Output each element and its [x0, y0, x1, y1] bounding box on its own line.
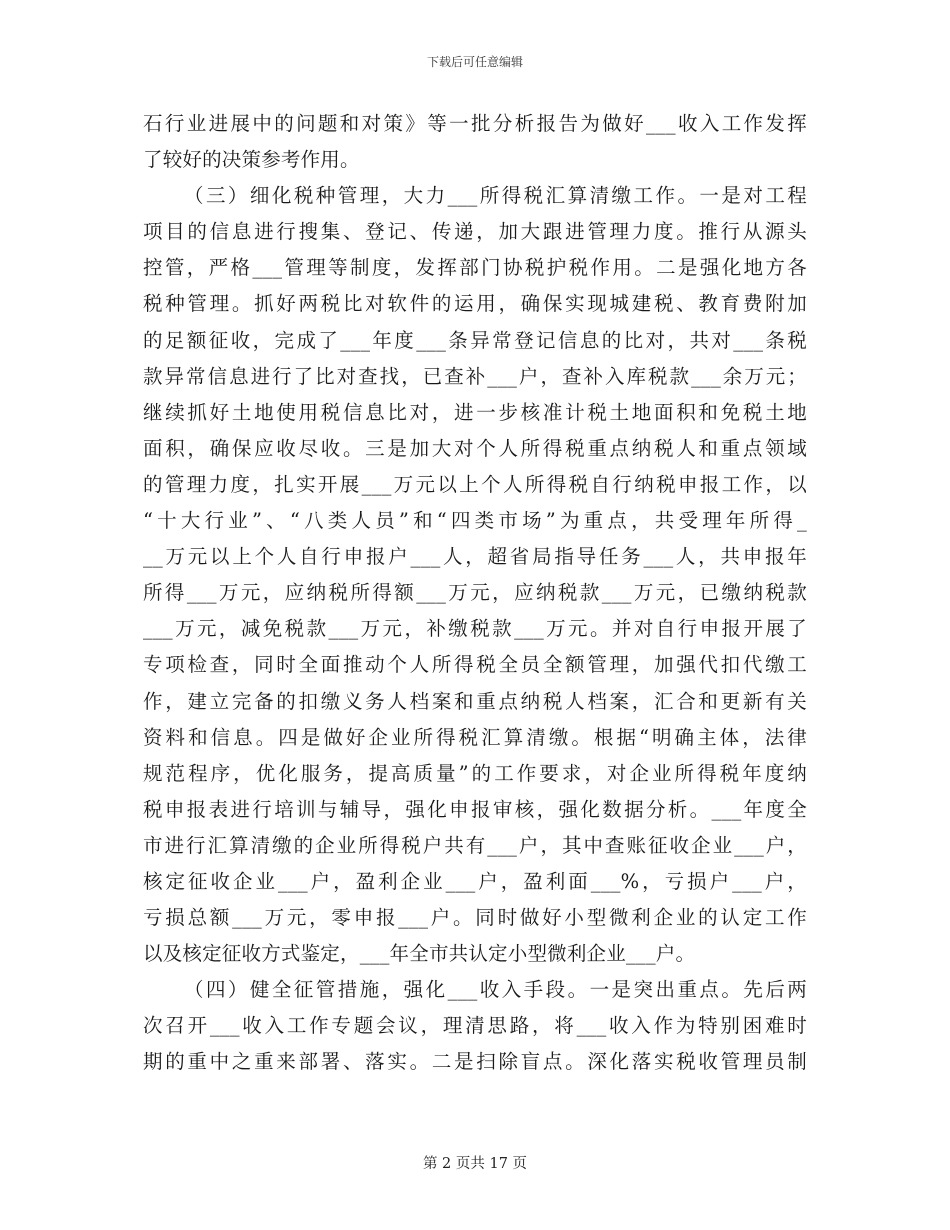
text-line: （四）健全征管措施，强化___收入手段。一是突出重点。先后两	[184, 978, 807, 1002]
text-line: 了较好的决策参考作用。	[143, 148, 360, 172]
text-line: 的足额征收，完成了___年度___条异常登记信息的比对，共对___条税	[143, 328, 807, 352]
text-line: 以及核定征收方式鉴定，___年全市共认定小型微利企业___户。	[143, 942, 696, 966]
text-line: 规范程序，优化服务，提高质量”的工作要求，对企业所得税年度纳	[143, 761, 807, 785]
text-line: 次召开___收入工作专题会议，理清思路，将___收入作为特别困难时	[143, 1014, 807, 1038]
text-line: 资料和信息。四是做好企业所得税汇算清缴。根据“明确主体，法律	[143, 725, 807, 749]
text-line: __万元以上个人自行申报户___人，超省局指导任务___人，共申报年	[143, 545, 807, 569]
text-line: “十大行业”、“八类人员”和“四类市场”为重点，共受理年所得_	[143, 509, 807, 533]
text-line: 税种管理。抓好两税比对软件的运用，确保实现城建税、教育费附加	[143, 292, 807, 316]
paragraph-section-four	[143, 972, 807, 1080]
text-line: 石行业进展中的问题和对策》等一批分析报告为做好___收入工作发挥	[143, 112, 807, 135]
text-line: 作，建立完备的扣缴义务人档案和重点纳税人档案，汇合和更新有关	[143, 689, 807, 713]
text-line: 核定征收企业___户，盈利企业___户，盈利面___%，亏损户___户，	[143, 869, 807, 893]
page-number: 第 2 页共 17 页	[422, 1156, 528, 1172]
text-line: 所得___万元，应纳税所得额___万元，应纳税款___万元，已缴纳税款	[143, 581, 807, 605]
text-line: 市进行汇算清缴的企业所得税户共有___户，其中查账征收企业___户，	[143, 833, 807, 857]
document-body	[143, 106, 807, 1081]
text-line: 税申报表进行培训与辅导，强化申报审核，强化数据分析。___年度全	[143, 797, 807, 821]
text-line: 面积，确保应收尽收。三是加大对个人所得税重点纳税人和重点领域	[143, 436, 807, 460]
text-line: ___万元，减免税款___万元，补缴税款___万元。并对自行申报开展了	[143, 617, 807, 641]
text-line: 亏损总额___万元，零申报___户。同时做好小型微利企业的认定工作	[143, 906, 807, 930]
text-line: （三）细化税种管理，大力___所得税汇算清缴工作。一是对工程	[184, 184, 807, 208]
text-line: 项目的信息进行搜集、登记、传递，加大跟进管理力度。推行从源头	[143, 220, 807, 244]
text-line: 控管，严格___管理等制度，发挥部门协税护税作用。二是强化地方各	[143, 256, 807, 280]
text-line: 期的重中之重来部署、落实。二是扫除盲点。深化落实税收管理员制	[143, 1050, 807, 1074]
text-line: 款异常信息进行了比对查找，已查补___户，查补入库税款___余万元；	[143, 364, 807, 388]
text-line: 专项检查，同时全面推动个人所得税全员全额管理，加强代扣代缴工	[143, 653, 807, 677]
page-header-note: 下载后可任意编辑	[426, 55, 523, 69]
text-line: 的管理力度，扎实开展___万元以上个人所得税自行纳税申报工作，以	[143, 472, 807, 496]
paragraph-section-three	[143, 178, 807, 972]
paragraph-continuation	[143, 106, 807, 178]
text-line: 继续抓好土地使用税信息比对，进一步核准计税土地面积和免税土地	[143, 400, 807, 424]
